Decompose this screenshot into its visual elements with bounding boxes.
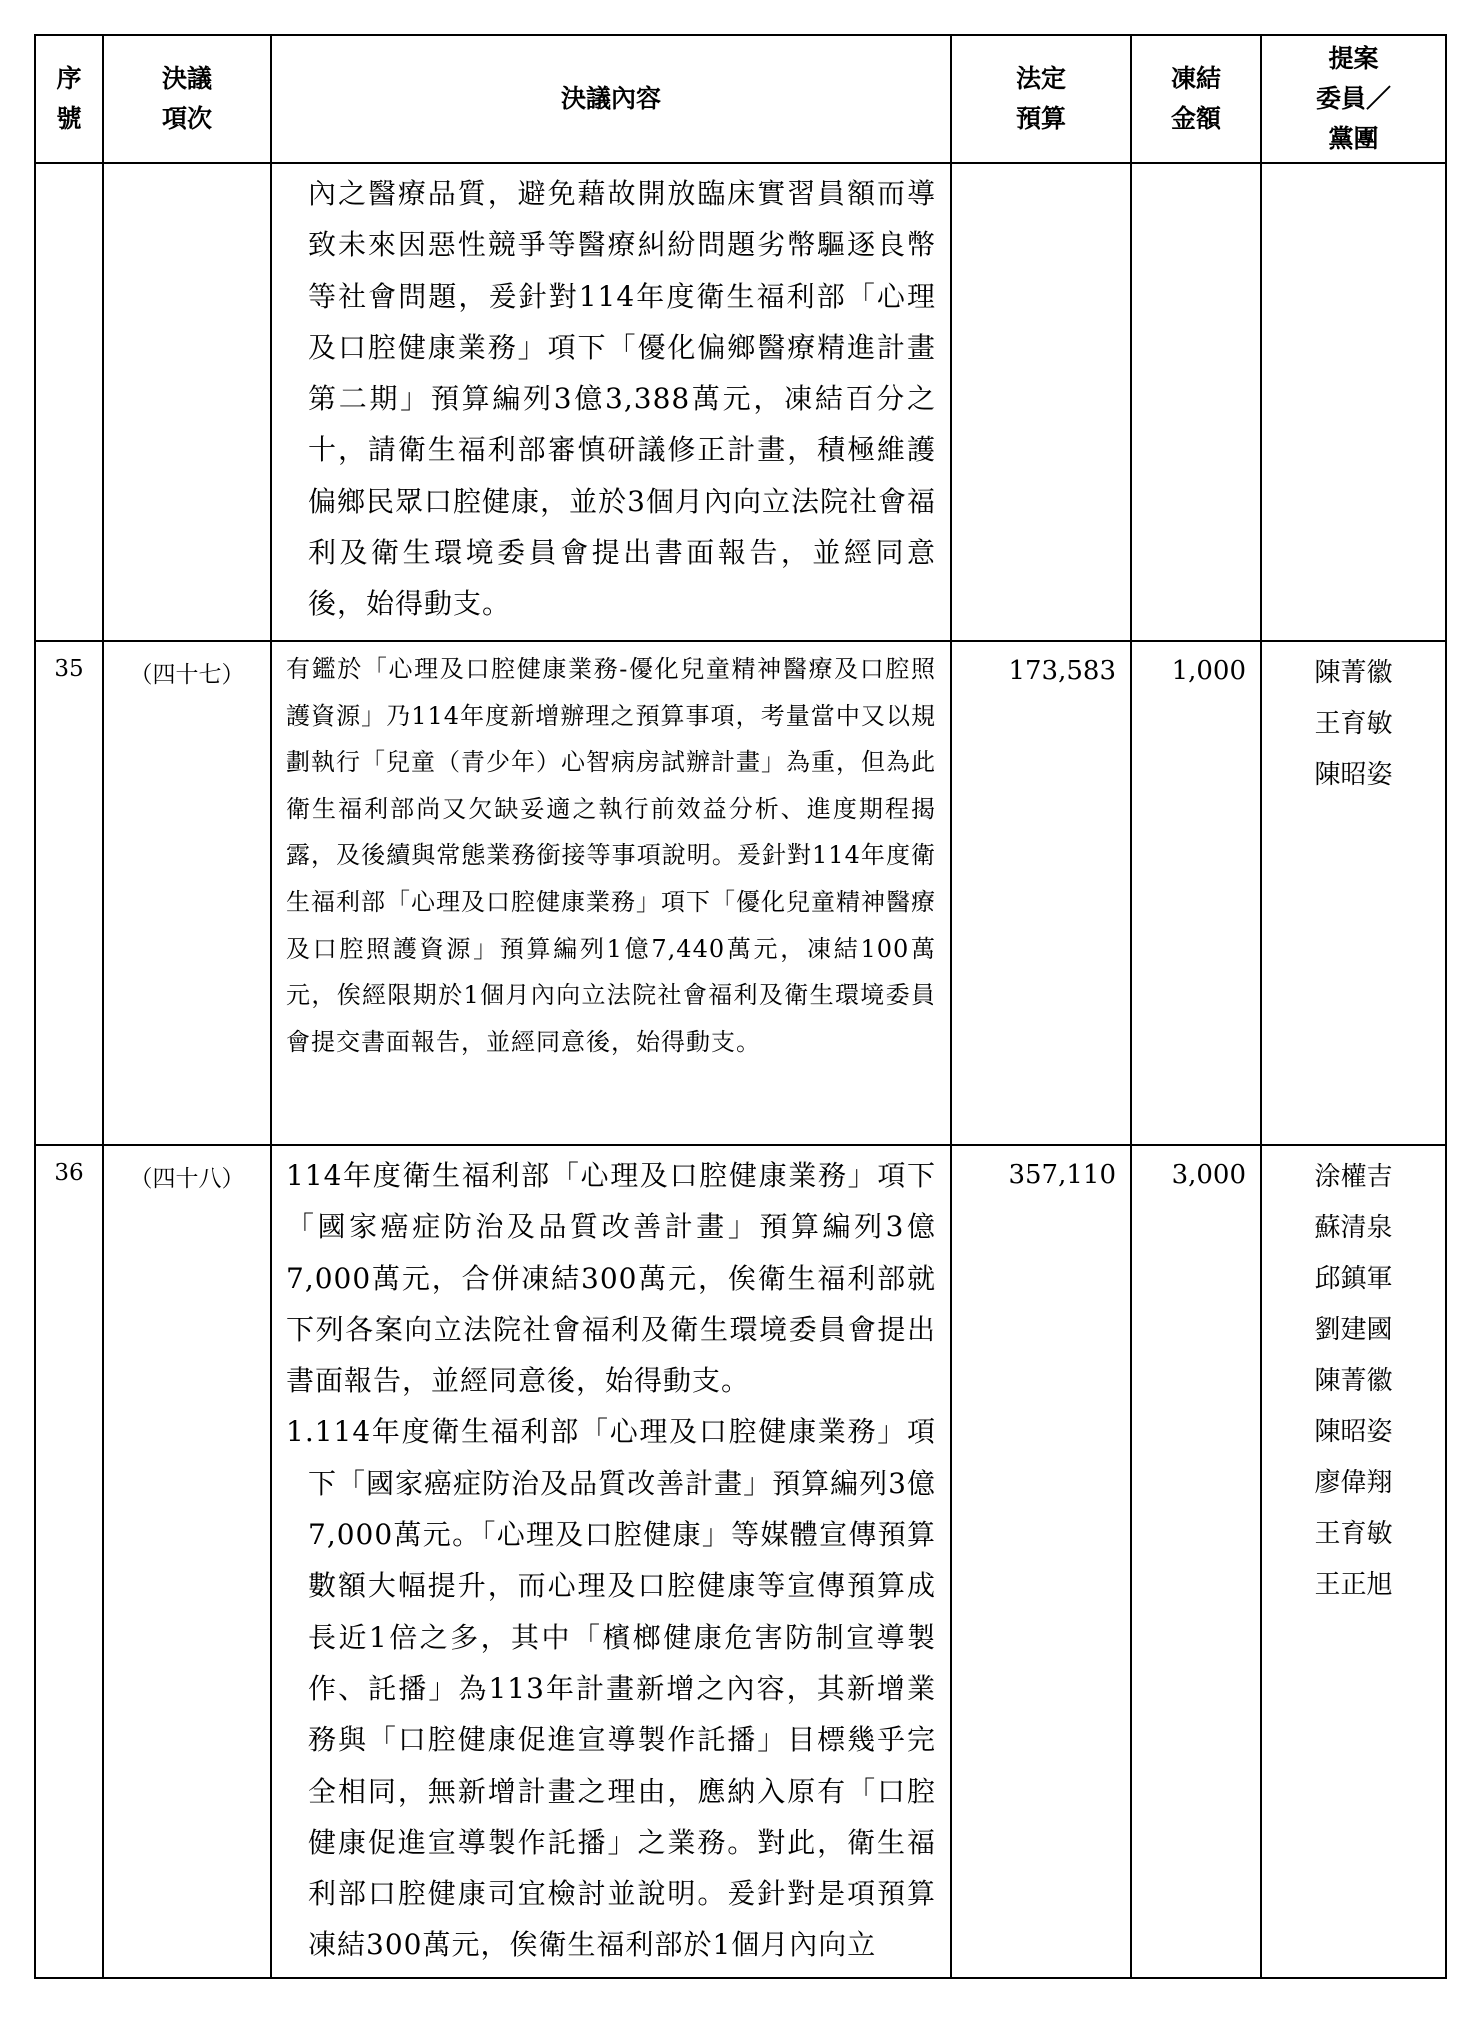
proposer-name: 蘇清泉 bbox=[1314, 1213, 1393, 1243]
proposer-name: 陳菁徽 bbox=[1314, 658, 1393, 688]
content-cell bbox=[271, 163, 951, 641]
budget-cell: 357,110 bbox=[951, 1145, 1131, 1978]
item-cell bbox=[103, 163, 271, 641]
content-cell bbox=[271, 641, 951, 1145]
resolution-text: 有鑑於「心理及口腔健康業務-優化兒童精神醫療及口腔照護資源」乃114年度新增辦理之預算事項，考量當中又以規劃執行「兒童（青少年）心智病房試辦計畫」為重，但為此衛生福利部尚又欠缺妥適之執行前效益分析、進度期程揭露，及後續與常態業務銜接等事項說明。爰針對114年度衛生福利部「心理及口腔健康業務」項下「優化兒童精神醫療及口腔照護資源」預算編列1億7,440萬元，凍結100萬元，俟經限期於1個月內向立法院社會福利及衛生環境委員會提交書面報告，並經同意後，始得動支。 bbox=[286, 655, 936, 1056]
resolution-text: 內之醫療品質，避免藉故開放臨床實習員額而導致未來因惡性競爭等醫療糾紛問題劣幣驅逐良幣等社會問題，爰針對114年度衛生福利部「心理及口腔健康業務」項下「優化偏鄉醫療精進計畫第二期」預算編列3億3,388萬元，凍結百分之十，請衛生福利部審慎研議修正計畫，積極維護偏鄉民眾口腔健康，並於3個月內向立法院社會福利及衛生環境委員會提出書面報告，並經同意後，始得動支。 bbox=[308, 177, 936, 621]
frozen-cell: 1,000 bbox=[1131, 641, 1261, 1145]
proposer-name: 劉建國 bbox=[1314, 1315, 1393, 1345]
resolution-subitem: 1.114年度衛生福利部「心理及口腔健康業務」項下「國家癌症防治及品質改善計畫」預算編列3億7,000萬元。「心理及口腔健康」等媒體宣傳預算數額大幅提升，而心理及口腔健康等宣傳預算成長近1倍之多，其中「檳榔健康危害防制宣導製作、託播」為113年計畫新增之內容，其新增業務與「口腔健康促進宣導製作託播」目標幾乎完全相同，無新增計畫之理由，應納入原有「口腔健康促進宣導製作託播」之業務。對此，衛生福利部口腔健康司宜檢討並說明。爰針對是項預算凍結300萬元，俟衛生福利部於1個月內向立 bbox=[286, 1415, 936, 1962]
proposer-name: 陳昭姿 bbox=[1314, 760, 1393, 790]
proposer-cell bbox=[1261, 163, 1446, 641]
header-row bbox=[35, 35, 1446, 163]
budget-cell: 173,583 bbox=[951, 641, 1131, 1145]
table-row bbox=[35, 1145, 1446, 1978]
seq-cell bbox=[35, 163, 103, 641]
header-budget: 法定 預算 bbox=[951, 35, 1131, 163]
budget-cell bbox=[951, 163, 1131, 641]
proposer-name: 王正旭 bbox=[1314, 1570, 1393, 1600]
seq-cell: 35 bbox=[35, 641, 103, 1145]
table-row bbox=[35, 163, 1446, 641]
proposer-name: 涂權吉 bbox=[1314, 1162, 1393, 1192]
resolution-text: 114年度衛生福利部「心理及口腔健康業務」項下「國家癌症防治及品質改善計畫」預算編列3億7,000萬元，合併凍結300萬元，俟衛生福利部就下列各案向立法院社會福利及衛生環境委員會提出書面報告，並經同意後，始得動支。 bbox=[286, 1159, 936, 1398]
item-cell: （四十七） bbox=[103, 641, 271, 1145]
proposer-name: 陳菁徽 bbox=[1314, 1366, 1393, 1396]
frozen-cell: 3,000 bbox=[1131, 1145, 1261, 1978]
proposer-name: 王育敏 bbox=[1314, 1519, 1393, 1549]
proposer-name: 邱鎮軍 bbox=[1314, 1264, 1393, 1294]
item-cell: （四十八） bbox=[103, 1145, 271, 1978]
table-row bbox=[35, 641, 1446, 1145]
proposer-cell bbox=[1261, 641, 1446, 1145]
proposer-name: 陳昭姿 bbox=[1314, 1417, 1393, 1447]
header-content: 決議內容 bbox=[271, 35, 951, 163]
proposer-cell bbox=[1261, 1145, 1446, 1978]
proposer-name: 王育敏 bbox=[1314, 709, 1393, 739]
seq-cell: 36 bbox=[35, 1145, 103, 1978]
content-cell bbox=[271, 1145, 951, 1978]
header-frozen: 凍結 金額 bbox=[1131, 35, 1261, 163]
header-seq: 序 號 bbox=[35, 35, 103, 163]
header-proposer: 提案 委員／ 黨團 bbox=[1261, 35, 1446, 163]
resolutions-table bbox=[34, 34, 1447, 1979]
proposer-name: 廖偉翔 bbox=[1314, 1468, 1393, 1498]
header-item: 決議 項次 bbox=[103, 35, 271, 163]
frozen-cell bbox=[1131, 163, 1261, 641]
